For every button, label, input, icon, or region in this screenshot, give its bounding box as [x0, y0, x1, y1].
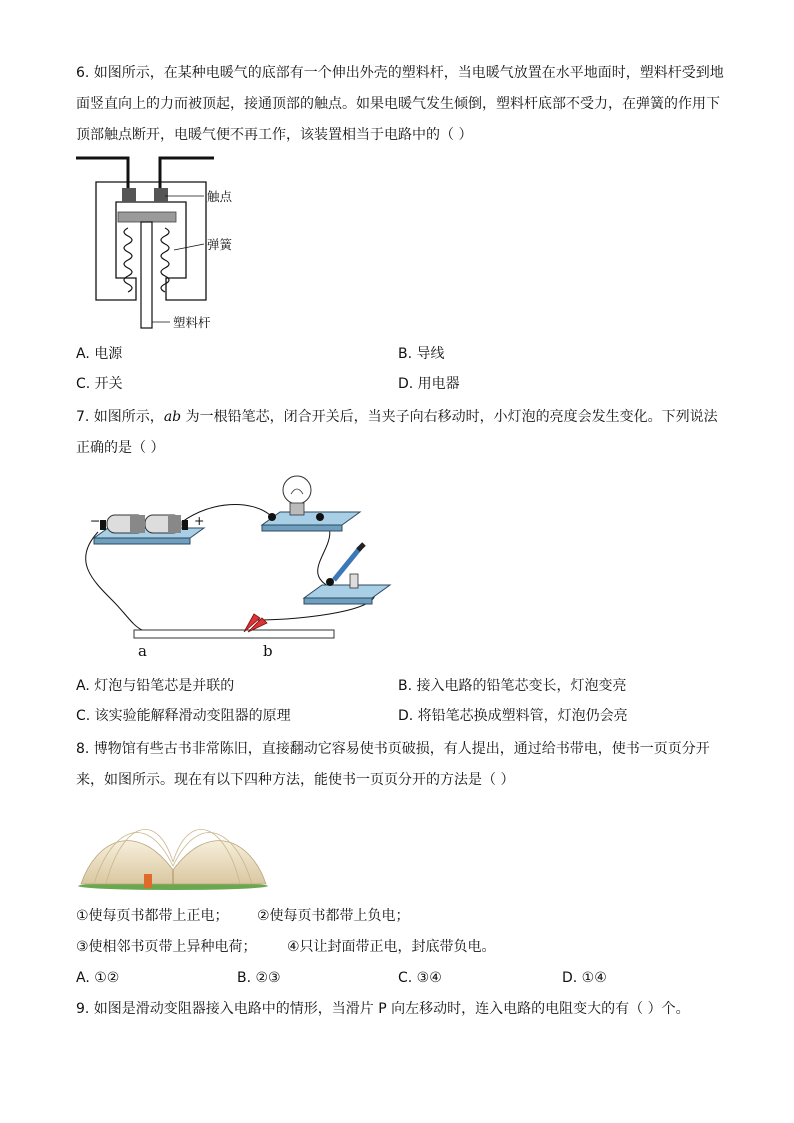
q8-method-1: ①使每页书都带上正电；: [76, 908, 229, 924]
q8-option-a: A. ①②: [76, 970, 120, 986]
q6-option-a: A. 电源: [76, 346, 123, 362]
q8-stem: 8. 博物馆有些古书非常陈旧，直接翻动它容易使书页破损，有人提出，通过给书带电，使书一页页分开来，如图所示。现在有以下四种方法，能使书一页页分开的方法是（ ）: [76, 741, 710, 788]
q7-option-d: D. 将铅笔芯换成塑料管，灯泡仍会亮: [398, 708, 628, 724]
label-plus: +: [194, 513, 205, 528]
q8-figure-open-book: [76, 800, 271, 892]
q7-option-b: B. 接入电路的铅笔芯变长，灯泡变亮: [398, 678, 627, 694]
q8-method-3: ③使相邻书页带上异种电荷；: [76, 939, 257, 955]
q8-option-c: C. ③④: [398, 970, 442, 986]
q8-option-b: B. ②③: [237, 970, 281, 986]
q8-method-2: ②使每页书都带上负电；: [257, 908, 410, 924]
label-rod: 塑料杆: [173, 315, 211, 330]
label-minus: −: [90, 513, 101, 528]
q7-option-c: C. 该实验能解释滑动变阻器的原理: [76, 708, 291, 724]
q6-option-d: D. 用电器: [398, 376, 460, 392]
q9-stem: 9. 如图是滑动变阻器接入电路中的情形，当滑片 P 向左移动时，连入电路的电阻变大的有（ ）个。: [76, 1001, 690, 1017]
q6-stem: 6. 如图所示，在某种电暖气的底部有一个伸出外壳的塑料杆，当电暖气放置在水平地面时，塑料杆受到地面竖直向上的力而被顶起，接通顶部的触点。如果电暖气发生倾倒，塑料杆底部不受力，在弹簧的作用下顶部触点断开，电暖气便不再工作，该装置相当于电路中的（ ）: [76, 65, 724, 143]
q6-figure-switch-device: [70, 152, 250, 334]
label-spring: 弹簧: [207, 237, 233, 252]
q7-stem: 7. 如图所示，ab 为一根铅笔芯，闭合开关后，当夹子向右移动时，小灯泡的亮度会发生变化。下列说法正确的是（ ）: [76, 409, 718, 456]
q8-method-4: ④只让封面带正电，封底带负电。: [287, 939, 496, 955]
q7-option-a: A. 灯泡与铅笔芯是并联的: [76, 678, 235, 694]
label-a: a: [138, 642, 147, 660]
q8-option-d: D. ①④: [562, 970, 607, 986]
q6-option-b: B. 导线: [398, 346, 445, 362]
q7-figure-circuit: [72, 470, 402, 665]
label-contact: 触点: [207, 189, 233, 204]
q6-option-c: C. 开关: [76, 376, 123, 392]
label-b: b: [263, 642, 273, 660]
